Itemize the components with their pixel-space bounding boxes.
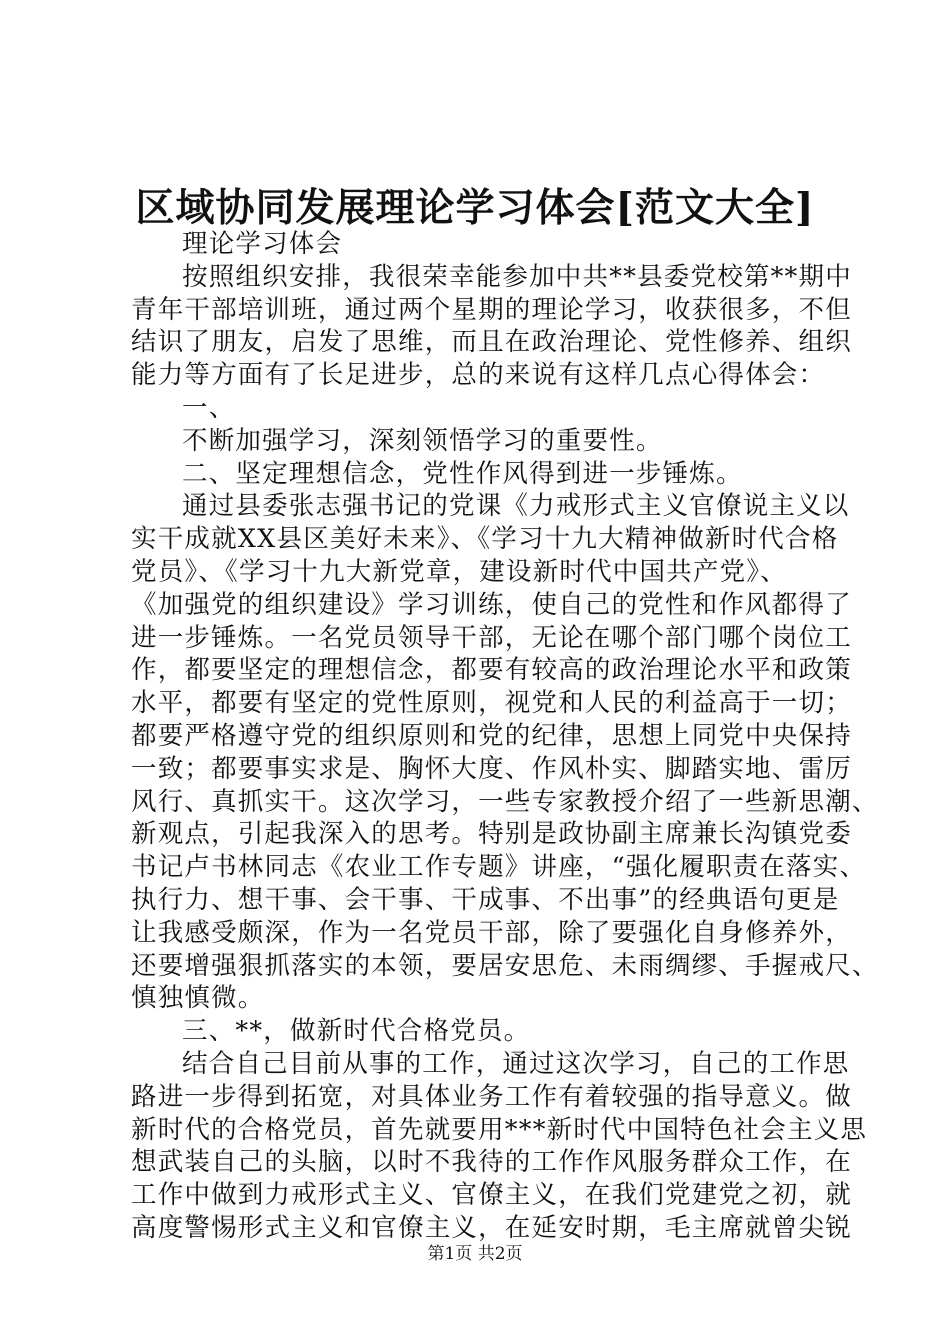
text-line: 让我感受颇深，作为一名党员干部，除了要强化自身修养外， (131, 917, 852, 948)
text-line: 结识了朋友，启发了思维，而且在政治理论、党性修养、组织 (131, 327, 852, 358)
text-line: 进一步锤炼。一名党员领导干部，无论在哪个部门哪个岗位工 (131, 622, 852, 653)
text-line: 二、坚定理想信念，党性作风得到进一步锤炼。 (182, 458, 743, 489)
text-line: 作，都要坚定的理想信念，都要有较高的政治理论水平和政策 (131, 655, 852, 686)
text-line: 书记卢书林同志《农业工作专题》讲座，“强化履职责在落实、 (131, 852, 867, 883)
text-line: 工作中做到力戒形式主义、官僚主义，在我们党建党之初，就 (131, 1180, 852, 1211)
document-title: 区域协同发展理论学习体会[范文大全] (135, 185, 815, 231)
text-line: 路进一步得到拓宽，对具体业务工作有着较强的指导意义。做 (131, 1081, 852, 1112)
text-line: 实干成就XX县区美好未来》、《学习十九大精神做新时代合格 (131, 524, 839, 555)
text-line: 不断加强学习，深刻领悟学习的重要性。 (182, 425, 663, 456)
document-body (131, 228, 879, 1245)
text-line: 都要严格遵守党的组织原则和党的纪律，思想上同党中央保持 (131, 720, 852, 751)
text-line: 执行力、想干事、会干事、干成事、不出事”的经典语句更是 (131, 884, 840, 915)
text-line: 一、 (182, 392, 236, 423)
text-line: 新观点，引起我深入的思考。特别是政协副主席兼长沟镇党委 (131, 819, 852, 850)
text-line: 还要增强狠抓落实的本领，要居安思危、未雨绸缪、手握戒尺、 (131, 950, 879, 981)
text-line: 《加强党的组织建设》学习训练，使自己的党性和作风都得了 (131, 589, 852, 620)
text-line: 理论学习体会 (182, 229, 343, 259)
text-line: 能力等方面有了长足进步，总的来说有这样几点心得体会： (131, 360, 826, 391)
text-line: 一致；都要事实求是、胸怀大度、作风朴实、脚踏实地、雷厉 (131, 753, 852, 784)
text-line: 按照组织安排，我很荣幸能参加中共**县委党校第**期中 (182, 261, 852, 292)
page-footer: 第1页 共2页 (427, 1244, 523, 1264)
text-line: 三、**，做新时代合格党员。 (182, 1016, 531, 1047)
text-line: 风行、真抓实干。这次学习，一些专家教授介绍了一些新思潮、 (131, 786, 879, 817)
text-line: 想武装自己的头脑，以时不我待的工作作风服务群众工作，在 (131, 1147, 852, 1178)
text-line: 青年干部培训班，通过两个星期的理论学习，收获很多，不但 (131, 294, 852, 325)
text-line: 通过县委张志强书记的党课《力戒形式主义官僚说主义以 (182, 491, 850, 522)
text-line: 水平，都要有坚定的党性原则，视党和人民的利益高于一切； (131, 688, 852, 719)
text-line: 结合自己目前从事的工作，通过这次学习，自己的工作思 (182, 1048, 850, 1079)
text-line: 高度警惕形式主义和官僚主义，在延安时期，毛主席就曾尖锐 (131, 1212, 852, 1243)
text-line: 新时代的合格党员，首先就要用***新时代中国特色社会主义思 (131, 1114, 868, 1145)
text-line: 党员》、《学习十九大新党章，建设新时代中国共产党》、 (131, 556, 787, 587)
text-line: 慎独慎微。 (131, 983, 265, 1014)
